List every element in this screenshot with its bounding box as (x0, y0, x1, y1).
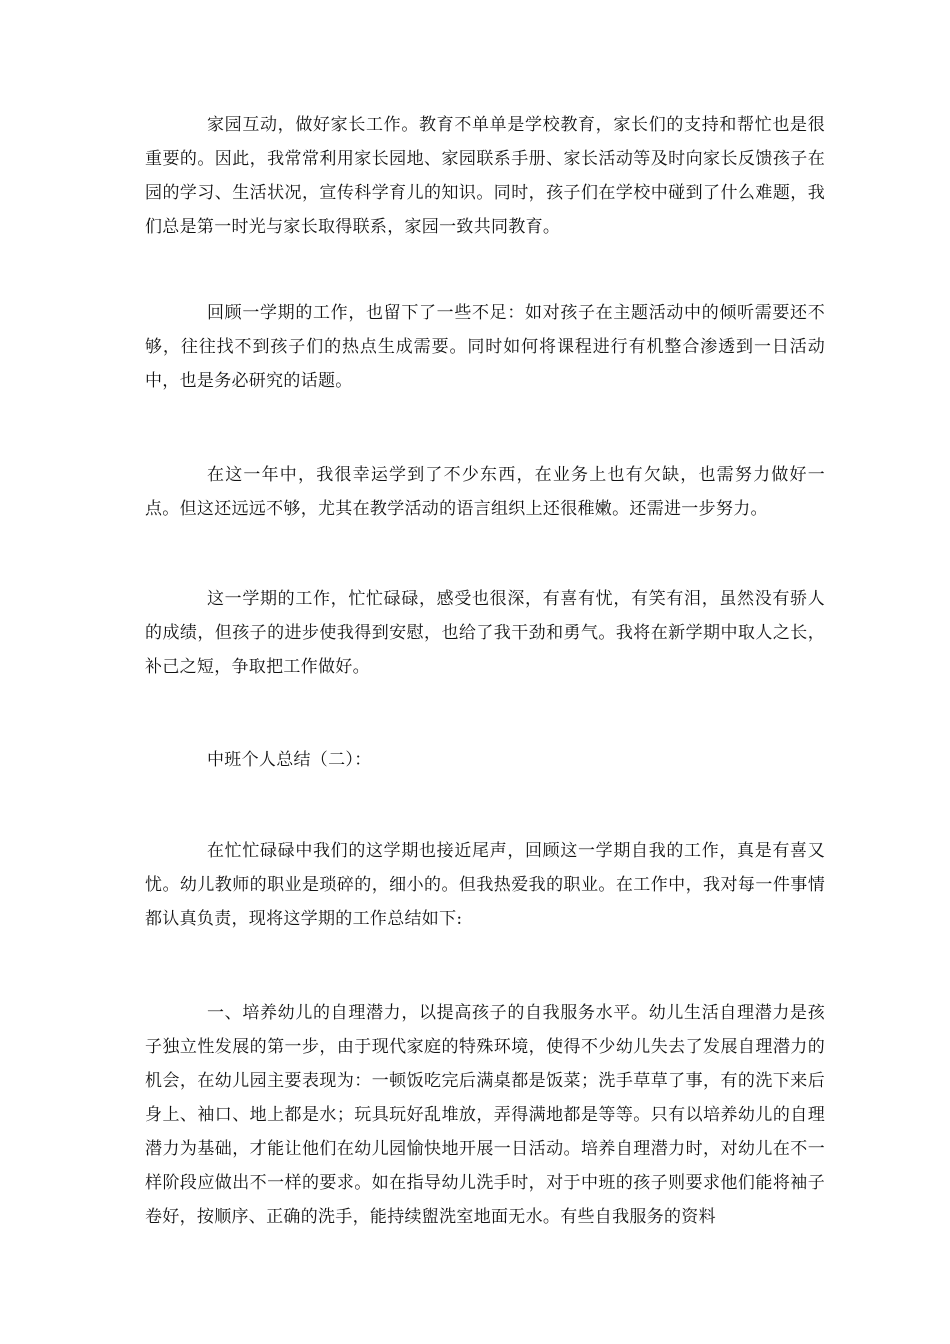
paragraph-shortcomings: 回顾一学期的工作，也留下了一些不足：如对孩子在主题活动中的倾听需要还不够，往往找不到孩子们的热点生成需要。同时如何将课程进行有机整合渗透到一日活动中，也是务必研究的话题。 (145, 303, 825, 391)
section-heading: 中班个人总结（二）： (207, 750, 372, 770)
paragraph-self-care-ability: 一、培养幼儿的自理潜力，以提高孩子的自我服务水平。幼儿生活自理潜力是孩子独立性发展的第一步，由于现代家庭的特殊环境，使得不少幼儿失去了发展自理潜力的机会，在幼儿园主要表现为：一顿饭吃完后满桌都是饭菜；洗手草草了事，有的洗下来后身上、袖口、地上都是水；玩具玩好乱堆放，弄得满地都是等等。只有以培养幼儿的自理潜力为基础，才能让他们在幼儿园愉快地开展一日活动。培养自理潜力时，对幼儿在不一样阶段应做出不一样的要求。如在指导幼儿洗手时，对于中班的孩子则要求他们能将袖子卷好，按顺序、正确的洗手，能持续盥洗室地面无水。有些自我服务的资料 (145, 1003, 825, 1227)
paragraph-section-intro: 在忙忙碌碌中我们的这学期也接近尾声，回顾这一学期自我的工作，真是有喜又忧。幼儿教师的职业是琐碎的，细小的。但我热爱我的职业。在工作中，我对每一件事情都认真负责，现将这学期的工作总结如下: (145, 841, 825, 929)
paragraph-semester-feelings: 这一学期的工作，忙忙碌碌，感受也很深，有喜有忧，有笑有泪，虽然没有骄人的成绩，但孩子的进步使我得到安慰，也给了我干劲和勇气。我将在新学期中取人之长，补己之短，争取把工作做好。 (145, 589, 825, 677)
paragraph-year-reflection: 在这一年中，我很幸运学到了不少东西，在业务上也有欠缺，也需努力做好一点。但这还远远不够，尤其在教学活动的语言组织上还很稚嫩。还需进一步努力。 (145, 465, 825, 519)
paragraph-home-school-interaction: 家园互动，做好家长工作。教育不单单是学校教育，家长们的支持和帮忙也是很重要的。因此，我常常利用家长园地、家园联系手册、家长活动等及时向家长反馈孩子在园的学习、生活状况，宣传科学育儿的知识。同时，孩子们在学校中碰到了什么难题，我们总是第一时光与家长取得联系，家园一致共同教育。 (145, 115, 825, 237)
